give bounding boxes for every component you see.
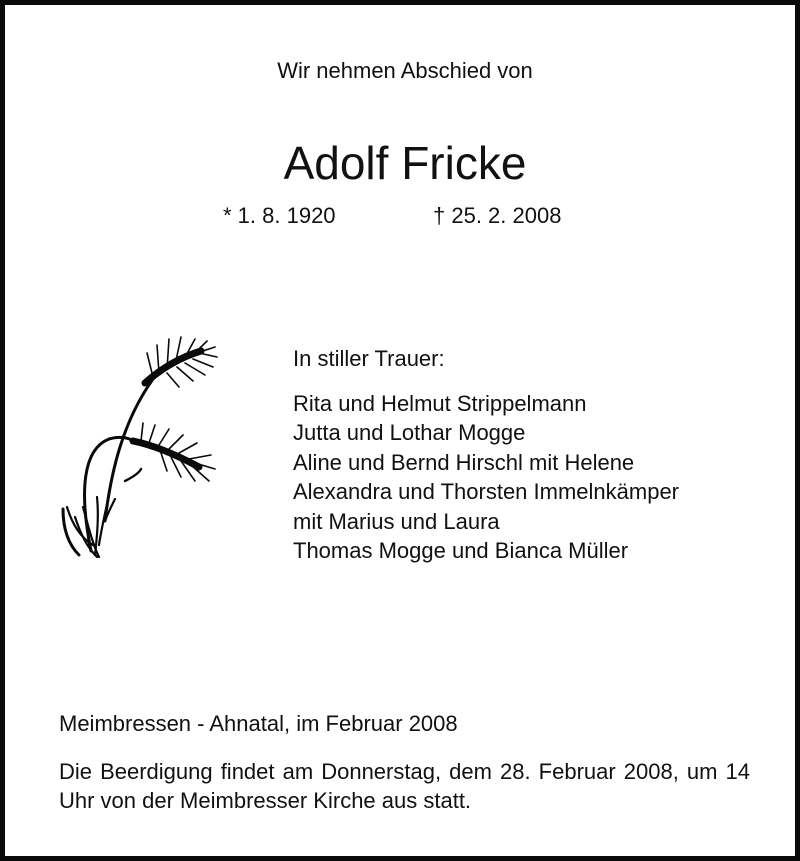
mourning-heading: In stiller Trauer:	[293, 346, 445, 371]
deceased-name: Adolf Fricke	[283, 137, 527, 189]
birth-date: * 1. 8. 1920	[223, 203, 336, 228]
wheat-icon	[53, 331, 223, 563]
death-date: † 25. 2. 2008	[433, 203, 562, 228]
list-item: Rita und Helmut Strippelmann	[293, 391, 587, 416]
list-item: Aline und Bernd Hirschl mit Helene	[293, 449, 635, 475]
list-item: Thomas Mogge und Bianca Müller	[293, 538, 629, 564]
intro-text: Wir nehmen Abschied von	[277, 58, 533, 83]
list-item: mit Marius und Laura	[293, 508, 500, 534]
funeral-info: Die Beerdigung findet am Donnerstag, dem 28. Februar 2008, um 14 Uhr von der Meimbresser Kirche aus statt.	[59, 759, 750, 813]
mourners-list	[293, 389, 679, 565]
list-item: Jutta und Lothar Mogge	[293, 420, 526, 446]
list-item: Alexandra und Thorsten Immelnkämper	[293, 479, 680, 505]
place-date: Meimbressen - Ahnatal, im Februar 2008	[59, 711, 458, 736]
